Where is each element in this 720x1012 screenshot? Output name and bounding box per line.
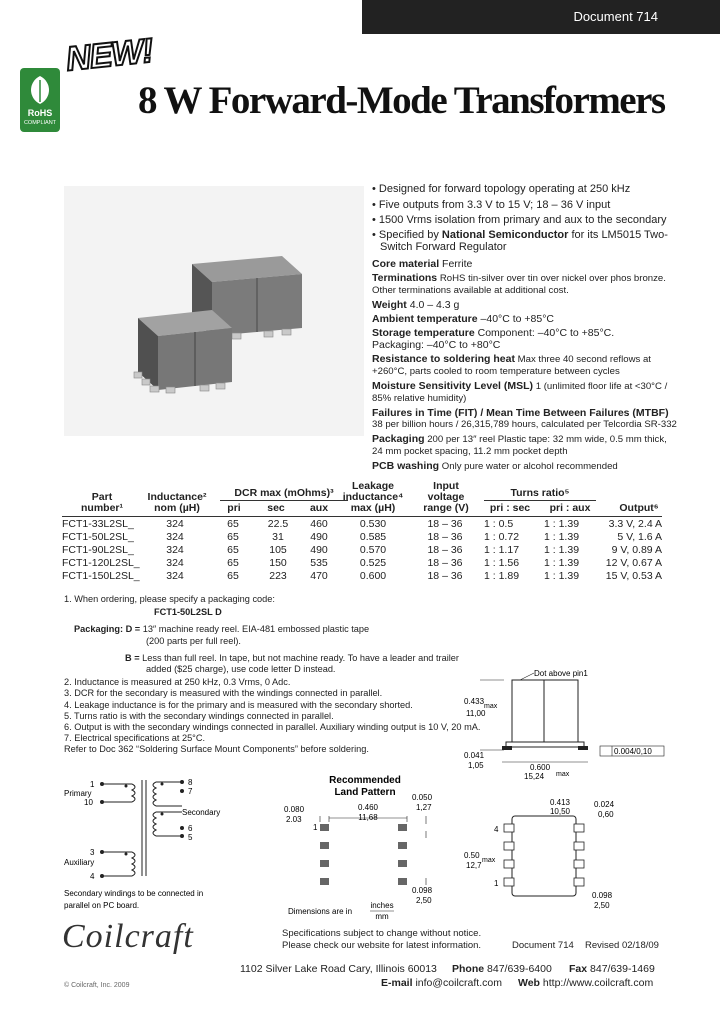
col-pri: pri <box>227 502 241 514</box>
table-cell-pri: 65 <box>227 531 239 543</box>
dim-max: max <box>484 703 498 710</box>
page-title: 8 W Forward-Mode Transformers <box>138 79 665 122</box>
document-header-bar <box>362 0 720 34</box>
dim-pin1: 1 <box>494 879 499 888</box>
web-link[interactable]: http://www.coilcraft.com <box>542 977 654 989</box>
table-cell-out: 12 V, 0.67 A <box>605 557 662 569</box>
feature-bold: National Semiconductor <box>441 228 569 241</box>
land-dim: 1,27 <box>416 803 432 812</box>
fax-number: 847/639-1469 <box>590 963 655 975</box>
table-cell-ps: 1 : 0.72 <box>484 531 520 543</box>
spec-label: Packaging <box>372 433 425 445</box>
spec-weight <box>372 299 717 311</box>
header-text: inductance⁴ <box>342 491 404 503</box>
dim-width: 0.600 <box>530 763 551 772</box>
table-cell-part: FCT1-50L2SL_ <box>62 531 134 543</box>
rohs-logo <box>20 68 60 132</box>
pin-label: 4 <box>90 872 95 881</box>
table-row <box>0 570 720 583</box>
note-8: Refer to Doc 362 “Soldering Surface Mount Components” before soldering. <box>64 744 369 755</box>
web-label: Web <box>518 977 540 989</box>
dim-dot-label: Dot above pin1 <box>534 669 588 678</box>
table-cell-sec: 150 <box>269 557 287 569</box>
fax-label: Fax <box>569 963 588 975</box>
example-part-code: FCT1-50L2SL D <box>154 607 222 618</box>
table-cell-pa: 1 : 1.39 <box>544 518 580 530</box>
table-cell-out: 15 V, 0.53 A <box>605 570 662 582</box>
table-cell-leak: 0.585 <box>359 531 387 543</box>
spec-terminations <box>372 272 717 285</box>
land-units-mm: mm <box>375 912 389 920</box>
spec-msl <box>372 380 717 393</box>
dim-top: 0.413 <box>549 798 571 807</box>
dim-spacing-mm: 2,50 <box>594 901 610 910</box>
email-link[interactable]: info@coilcraft.com <box>415 977 502 989</box>
dim-pin4: 4 <box>494 825 499 834</box>
table-cell-ind: 324 <box>166 557 184 569</box>
land-dim: 0.080 <box>284 805 305 814</box>
table-cell-pri: 65 <box>227 544 239 556</box>
table-cell-ind: 324 <box>166 544 184 556</box>
spec-label: Storage temperature <box>372 327 475 339</box>
spec-value: Component: –40°C to +85°C. <box>477 327 615 339</box>
note-3: 3. DCR for the secondary is measured with the windings connected in parallel. <box>64 688 383 699</box>
footer-email <box>381 978 502 989</box>
note-2: 2. Inductance is measured at 250 kHz, 0.3 Vrms, 0 Adc. <box>64 677 291 688</box>
dim-length: 0.50 <box>464 851 480 860</box>
table-row <box>0 531 720 544</box>
feature-text: 1500 Vrms isolation from primary and aux to the secondary <box>378 214 667 226</box>
pin-label: 7 <box>188 787 193 796</box>
pin-label: 1 <box>90 780 95 789</box>
col-output: Output⁶ <box>619 502 659 514</box>
spec-value: 1 (unlimited floor life at <30°C / <box>535 381 668 392</box>
table-cell-leak: 0.525 <box>359 557 387 569</box>
table-cell-vin: 18 – 36 <box>427 570 463 582</box>
note-6: 6. Output is with the secondary windings connected in parallel. Auxiliary winding output is 10 V, 20 mA. <box>64 722 481 733</box>
phone-label: Phone <box>452 963 485 975</box>
footer-phone <box>452 964 552 975</box>
land-dim: 11,68 <box>358 813 378 822</box>
packaging-d-text2: (200 parts per full reel). <box>146 635 241 646</box>
land-units: Dimensions are in <box>288 907 353 916</box>
email-label: E-mail <box>381 977 413 989</box>
table-cell-sec: 31 <box>272 531 284 543</box>
spec-label: Ambient temperature <box>372 313 478 325</box>
spec-value: 200 per 13″ reel Plastic tape: 32 mm wide, 0.5 mm thick, <box>427 434 667 445</box>
rohs-compliant-text: COMPLIANT <box>23 120 57 126</box>
feature-text: Designed for forward topology operating at 250 kHz <box>378 183 631 195</box>
footer-spec-note: Specifications subject to change without notice. <box>282 928 482 939</box>
header-text: max (µH) <box>350 502 396 514</box>
spec-value: Ferrite <box>442 258 473 270</box>
table-cell-out: 5 V, 1.6 A <box>617 531 662 543</box>
table-cell-aux: 460 <box>310 518 328 530</box>
transformer-photo-image <box>64 186 364 436</box>
table-cell-sec: 105 <box>269 544 287 556</box>
note-packaging-d <box>64 624 464 635</box>
spec-value: RoHS tin-silver over tin over nickel over phos bronze. <box>439 273 666 284</box>
footer-revised: Revised 02/18/09 <box>585 940 659 951</box>
spec-label: Resistance to soldering heat <box>372 353 515 365</box>
feature-text: Specified by <box>378 228 442 241</box>
feature-item: • Five outputs from 3.3 V to 15 V; 18 – 36 V input <box>372 198 611 211</box>
spec-value: Other terminations available at additional cost. <box>372 285 569 296</box>
table-cell-aux: 470 <box>310 570 328 582</box>
spec-label: Moisture Sensitivity Level (MSL) <box>372 380 534 392</box>
packaging-d-text: 13″ machine ready reel. EIA-481 embossed plastic tape <box>142 624 370 635</box>
pin-label: 3 <box>90 848 95 857</box>
dcr-rule <box>220 500 348 501</box>
table-cell-ps: 1 : 1.56 <box>484 557 520 569</box>
land-dim: 2.03 <box>286 815 302 824</box>
dimension-drawings <box>460 664 718 914</box>
note-1: 1. When ordering, please specify a packaging code: <box>64 594 275 604</box>
spec-value: 24 mm pocket spacing, 11.2 mm pocket depth <box>372 446 568 457</box>
table-cell-ps: 1 : 0.5 <box>484 518 514 530</box>
auxiliary-label: Auxiliary <box>64 858 95 867</box>
table-cell-pri: 65 <box>227 518 239 530</box>
table-cell-pa: 1 : 1.39 <box>544 544 580 556</box>
spec-value: 85% relative humidity) <box>372 393 467 404</box>
note-5: 5. Turns ratio is with the secondary windings connected in parallel. <box>64 710 334 721</box>
feature-text: for its LM5015 Two- <box>568 228 668 241</box>
col-turns: Turns ratio⁵ <box>510 487 570 499</box>
land-title: Recommended <box>329 775 401 786</box>
land-dim: 0.098 <box>412 886 433 895</box>
col-aux: aux <box>309 502 329 514</box>
spec-value: Only pure water or alcohol recommended <box>441 461 618 472</box>
packaging-b-text: Less than full reel. In tape, but not machine ready. To have a leader and trailer <box>142 652 459 663</box>
land-dim: 0.460 <box>357 803 379 812</box>
col-dcr: DCR max (mOhms)³ <box>234 487 334 499</box>
spec-core <box>372 258 717 270</box>
land-units-in: inches <box>370 901 394 910</box>
spec-storage <box>372 327 717 339</box>
table-cell-part: FCT1-120L2SL_ <box>62 557 140 569</box>
specifications <box>372 258 717 473</box>
schematic-drawing <box>60 772 240 920</box>
col-inductance <box>144 492 210 514</box>
col-input <box>418 481 474 514</box>
secondary-label: Secondary <box>182 808 221 817</box>
table-cell-vin: 18 – 36 <box>427 518 463 530</box>
table-cell-aux: 535 <box>310 557 328 569</box>
packaging-label: Packaging: <box>74 624 124 635</box>
table-row <box>0 544 720 557</box>
document-number: Document 714 <box>573 9 658 24</box>
table-cell-sec: 22.5 <box>267 518 289 530</box>
table-cell-pa: 1 : 1.39 <box>544 557 580 569</box>
feature-item: • Designed for forward topology operating at 250 kHz <box>372 183 631 195</box>
land-pattern <box>280 772 460 920</box>
header-text: Input <box>433 480 459 492</box>
note-packaging-b <box>125 653 464 664</box>
note-4: 4. Leakage inductance is for the primary and is measured with the secondary shorted. <box>64 699 413 710</box>
dim-flatness: 0.004/0,10 <box>614 747 652 756</box>
header-text: Part <box>91 491 113 503</box>
table-row <box>0 557 720 570</box>
coilcraft-logo: Coilcraft <box>62 918 194 955</box>
table-cell-vin: 18 – 36 <box>427 557 463 569</box>
dim-foot: 0.041 <box>464 751 485 760</box>
table-cell-pri: 65 <box>227 557 239 569</box>
feature-item: • Specified by National Semiconductor for its LM5015 Two- <box>372 228 668 241</box>
spec-value: 4.0 – 4.3 g <box>409 299 460 311</box>
parts-table-body <box>0 518 720 588</box>
packaging-code-b: B = <box>125 652 140 663</box>
feature-item-cont: Switch Forward Regulator <box>380 241 507 253</box>
header-text: voltage <box>427 491 465 503</box>
feature-item: • 1500 Vrms isolation from primary and aux to the secondary <box>372 214 667 226</box>
spec-solder <box>372 353 717 366</box>
header-text: Inductance² <box>147 491 207 503</box>
col-prisec: pri : sec <box>489 502 531 514</box>
new-badge-text: NEW! <box>64 31 155 79</box>
land-pattern-drawing <box>280 772 460 920</box>
land-dim: 0.050 <box>412 793 433 802</box>
dim-height-mm: 11,00 <box>466 709 486 718</box>
footer-copyright: © Coilcraft, Inc. 2009 <box>64 982 130 989</box>
product-photo <box>64 186 364 436</box>
dim-length-mm: 12,7 <box>466 861 482 870</box>
table-cell-leak: 0.570 <box>359 544 387 556</box>
dim-max: max <box>556 771 570 778</box>
spec-value: 38 per billion hours / 26,315,789 hours, calculated per Telcordia SR-332 <box>372 419 677 430</box>
footer-web <box>518 978 653 989</box>
table-cell-pri: 65 <box>227 570 239 582</box>
turns-rule <box>484 500 596 501</box>
land-pin1: 1 <box>313 823 318 832</box>
footer-spec-note: Please check our website for latest information. <box>282 940 482 951</box>
table-cell-out: 3.3 V, 2.4 A <box>608 518 662 530</box>
pin-label: 6 <box>188 824 193 833</box>
footer-address: 1102 Silver Lake Road Cary, Illinois 60013 <box>240 963 437 975</box>
table-cell-ps: 1 : 1.89 <box>484 570 520 582</box>
table-cell-ind: 324 <box>166 518 184 530</box>
table-cell-leak: 0.530 <box>359 518 387 530</box>
spec-label: Failures in Time (FIT) / Mean Time Between Failures (MTBF) <box>372 407 669 419</box>
table-row <box>0 518 720 531</box>
header-text: Leakage <box>351 480 395 492</box>
feature-text: Five outputs from 3.3 V to 15 V; 18 – 36 V input <box>378 198 611 211</box>
table-cell-vin: 18 – 36 <box>427 531 463 543</box>
table-cell-vin: 18 – 36 <box>427 544 463 556</box>
dim-pad-mm: 0,60 <box>598 810 614 819</box>
footer-document: Document 714 <box>512 940 574 951</box>
primary-label: Primary <box>64 789 92 798</box>
dim-width-mm: 15,24 <box>524 772 545 781</box>
col-part <box>80 492 124 514</box>
spec-value: –40°C to +85°C <box>480 313 555 325</box>
table-cell-leak: 0.600 <box>359 570 387 582</box>
dim-height: 0.433 <box>464 697 485 706</box>
spec-label: Core material <box>372 258 440 270</box>
table-cell-aux: 490 <box>310 544 328 556</box>
pin-label: 10 <box>84 798 93 807</box>
table-cell-ind: 324 <box>166 531 184 543</box>
packaging-code-d: D = <box>125 624 141 635</box>
pin-label: 5 <box>188 833 193 842</box>
spec-label: Terminations <box>372 272 438 284</box>
land-dim: 2,50 <box>416 896 432 905</box>
schematic-diagram <box>60 772 240 920</box>
header-text: range (V) <box>423 502 469 514</box>
spec-ambient <box>372 313 717 325</box>
feature-list <box>372 182 712 254</box>
spec-value: Packaging: –40°C to +80°C <box>372 339 501 351</box>
table-cell-part: FCT1-90L2SL_ <box>62 544 134 556</box>
spec-label: Weight <box>372 299 407 311</box>
land-title: Land Pattern <box>334 787 396 798</box>
spec-value: +260°C, parts cooled to room temperature between cycles <box>372 366 620 377</box>
dim-spacing: 0.098 <box>592 891 613 900</box>
phone-number[interactable]: 847/639-6400 <box>487 963 552 975</box>
col-priaux: pri : aux <box>549 502 591 514</box>
dimension-drawing <box>460 664 718 914</box>
dim-top-mm: 10,50 <box>549 807 571 816</box>
table-cell-ps: 1 : 1.17 <box>484 544 520 556</box>
spec-value: Max three 40 second reflows at <box>517 354 651 365</box>
pin-label: 8 <box>188 778 193 787</box>
header-text: number¹ <box>81 502 123 514</box>
spec-packaging <box>372 433 717 446</box>
packaging-b-text2: added ($25 charge), use code letter D instead. <box>146 664 336 675</box>
table-cell-pa: 1 : 1.39 <box>544 570 580 582</box>
table-cell-sec: 223 <box>269 570 287 582</box>
table-cell-out: 9 V, 0.89 A <box>611 544 662 556</box>
header-text: nom (µH) <box>154 502 200 514</box>
header-rule <box>62 516 662 517</box>
col-leakage <box>340 481 406 514</box>
col-sec: sec <box>267 502 285 514</box>
spec-pcb <box>372 460 717 473</box>
rohs-text: RoHS <box>27 108 53 118</box>
note-7: 7. Electrical specifications at 25°C. <box>64 733 206 744</box>
table-cell-aux: 490 <box>310 531 328 543</box>
footer-fax <box>569 964 655 975</box>
schematic-caption: Secondary windings to be connected in <box>64 889 204 898</box>
schematic-caption: parallel on PC board. <box>64 901 140 910</box>
spec-label: PCB washing <box>372 460 440 472</box>
new-badge <box>64 31 157 78</box>
table-cell-part: FCT1-150L2SL_ <box>62 570 140 582</box>
table-cell-pa: 1 : 1.39 <box>544 531 580 543</box>
table-cell-ind: 324 <box>166 570 184 582</box>
table-cell-part: FCT1-33L2SL_ <box>62 518 134 530</box>
dim-max: max <box>482 857 496 864</box>
dim-pad: 0.024 <box>594 800 615 809</box>
spec-fit <box>372 407 717 419</box>
dim-foot-mm: 1,05 <box>468 761 484 770</box>
